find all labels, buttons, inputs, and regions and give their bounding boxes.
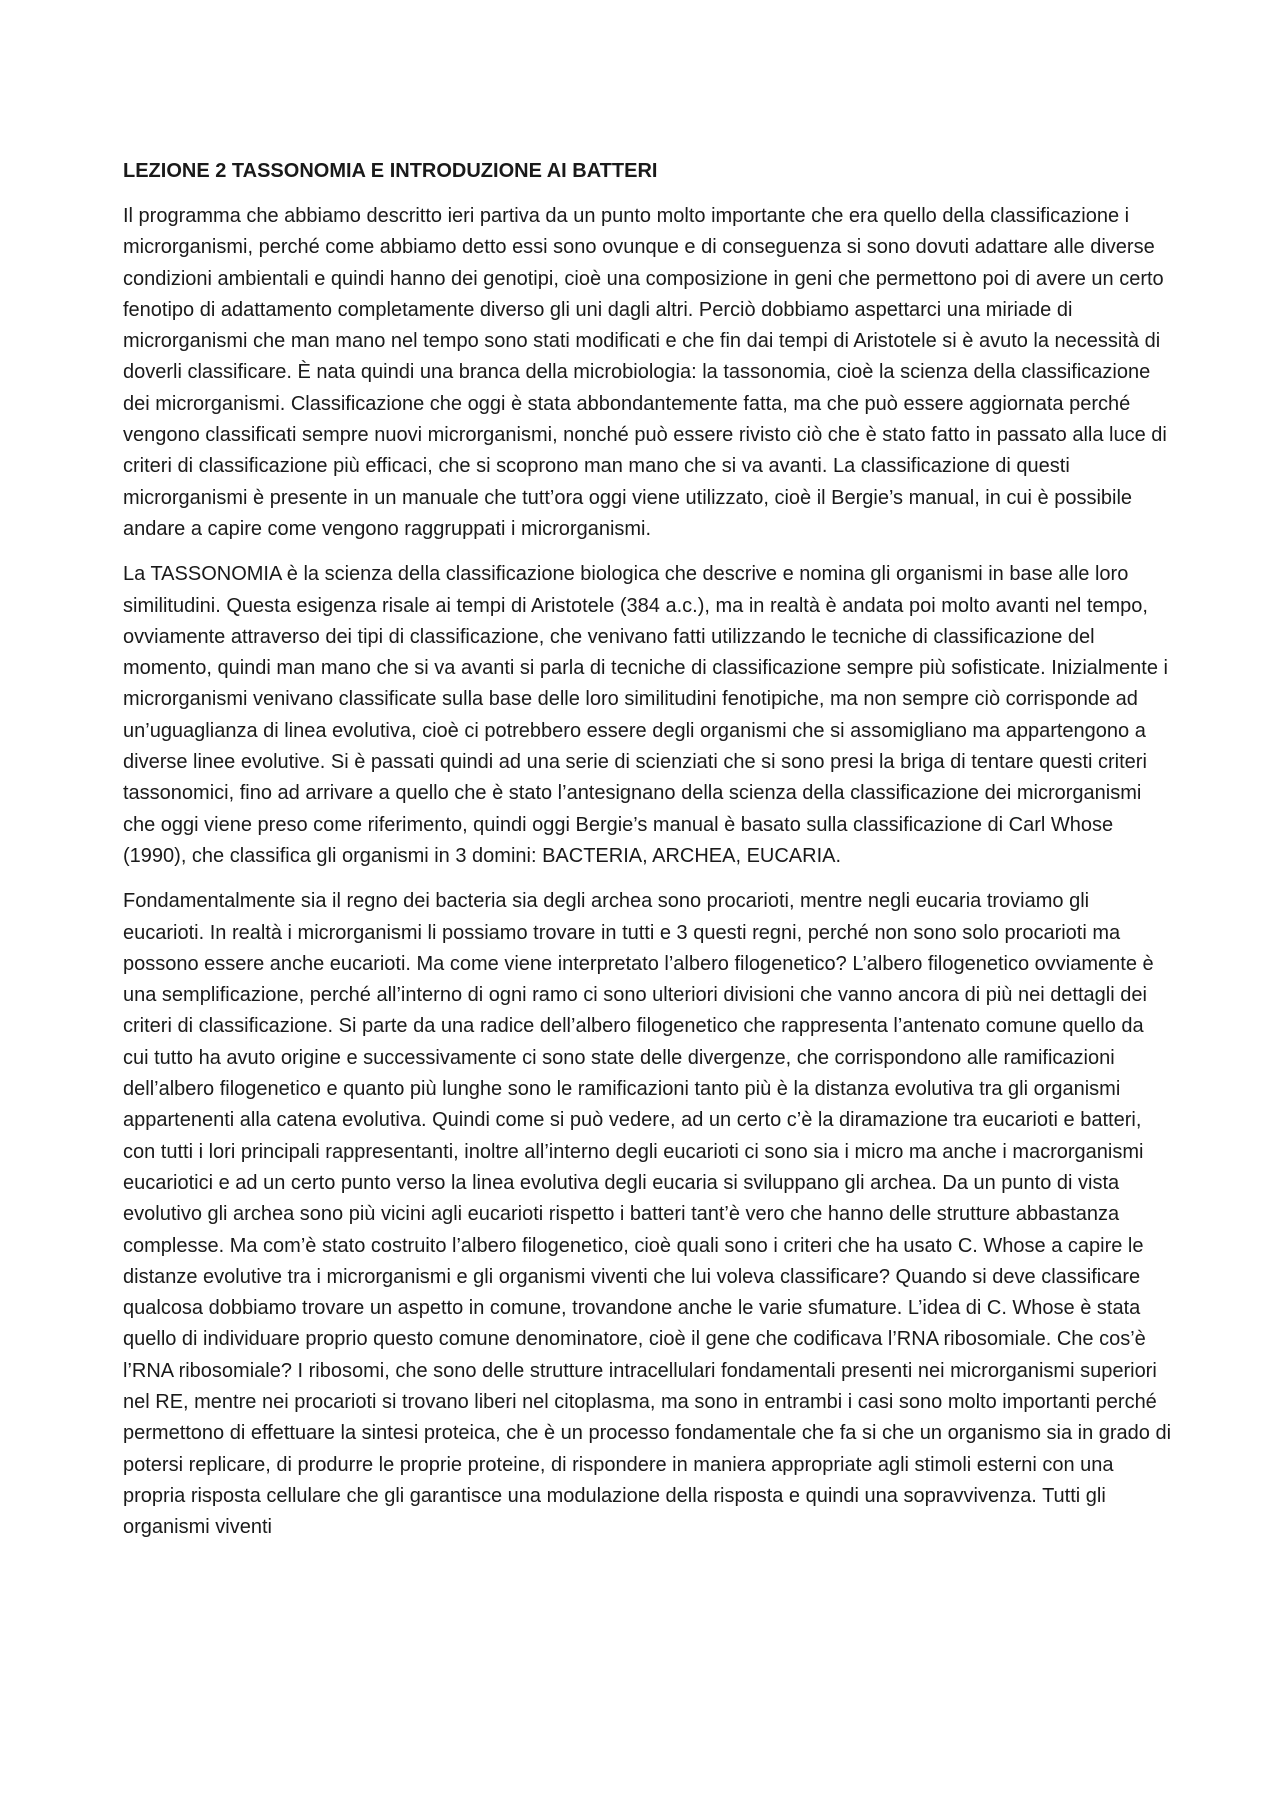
paragraph-phylogenetic-tree: Fondamentalmente sia il regno dei bacteria sia degli archea sono procarioti, mentre negli eucaria troviamo gli eucarioti. In realtà i microrganismi li possiamo trovare in tutti e 3 questi regni, perché non sono solo procarioti ma possono essere anche eucarioti. Ma come viene interpretato l’albero filogenetico? L’albero filogenetico ovviamente è una semplificazione, perché all’interno di ogni ramo ci sono ulteriori divisioni che vanno ancora di più nei dettagli dei criteri di classificazione. Si parte da una radice dell’albero filogenetico che rappresenta l’antenato comune quello da cui tutto ha avuto origine e successivamente ci sono state delle divergenze, che corrispondono alle ramificazioni dell’albero filogenetico e quanto più lunghe sono le ramificazioni tanto più è la distanza evolutiva tra gli organismi appartenenti alla catena evolutiva. Quindi come si può vedere, ad un certo c’è la diramazione tra eucarioti e batteri, con tutti i lori principali rappresentanti, inoltre all’interno degli eucarioti ci sono sia i micro ma anche i macrorganismi eucariotici e ad un certo punto verso la linea evolutiva degli eucaria si sviluppano gli archea. Da un punto di vista evolutivo gli archea sono più vicini agli eucarioti rispetto i batteri tant’è vero che hanno delle strutture abbastanza complesse. Ma com’è stato costruito l’albero filogenetico, cioè quali sono i criteri che ha usato C. Whose a capire le distanze evolutive tra i microrganismi e gli organismi viventi che lui voleva classificare? Quando si deve classificare qualcosa dobbiamo trovare un aspetto in comune, trovandone anche le varie sfumature. L’idea di C. Whose è stata quello di individuare proprio questo comune denominatore, cioè il gene che codificava l’RNA ribosomiale. Che cos’è l’RNA ribosomiale? I ribosomi, che sono delle strutture intracellulari fondamentali presenti nei microrganismi superiori nel RE, mentre nei procarioti si trovano liberi nel citoplasma, ma sono in entrambi i casi sono molto importanti perché permettono di effettuare la sintesi proteica, che è un processo fondamentale che fa si che un organismo sia in grado di potersi replicare, di produrre le proprie proteine, di rispondere in maniera appropriate agli stimoli esterni con una propria risposta cellulare che gli garantisce una modulazione della risposta e quindi una sopravvivenza. Tutti gli organismi viventi <box>123 890 1172 1539</box>
paragraph-classification-intro: Il programma che abbiamo descritto ieri partiva da un punto molto importante che era quello della classificazione i microrganismi, perché come abbiamo detto essi sono ovunque e di conseguenza si sono dovuti adattare alle diverse condizioni ambientali e quindi hanno dei genotipi, cioè una composizione in geni che permettono poi di avere un certo fenotipo di adattamento completamente diverso gli uni dagli altri. Perciò dobbiamo aspettarci una miriade di microrganismi che man mano nel tempo sono stati modificati e che fin dai tempi di Aristotele si è avuto la necessità di doverli classificare. È nata quindi una branca della microbiologia: la tassonomia, cioè la scienza della classificazione dei microrganismi. Classificazione che oggi è stata abbondantemente fatta, ma che può essere aggiornata perché vengono classificati sempre nuovi microrganismi, nonché può essere rivisto ciò che è stato fatto in passato alla luce di criteri di classificazione più efficaci, che si scoprono man mano che si va avanti. La classificazione di questi microrganismi è presente in un manuale che tutt’ora oggi viene utilizzato, cioè il Bergie’s manual, in cui è possibile andare a capire come vengono raggruppati i microrganismi. <box>123 205 1167 540</box>
document-page <box>123 156 1173 1557</box>
paragraph-taxonomy: La TASSONOMIA è la scienza della classificazione biologica che descrive e nomina gli organismi in base alle loro similitudini. Questa esigenza risale ai tempi di Aristotele (384 a.c.), ma in realtà è andata poi molto avanti nel tempo, ovviamente attraverso dei tipi di classificazione, che venivano fatti utilizzando le tecniche di classificazione del momento, quindi man mano che si va avanti si parla di tecniche di classificazione sempre più sofisticate. Inizialmente i microrganismi venivano classificate sulla base delle loro similitudini fenotipiche, ma non sempre ciò corrisponde ad un’uguaglianza di linea evolutiva, cioè ci potrebbero essere degli organismi che si assomigliano ma appartengono a diverse linee evolutive. Si è passati quindi ad una serie di scienziati che si sono presi la briga di tentare questi criteri tassonomici, fino ad arrivare a quello che è stato l’antesignano della scienza della classificazione dei microrganismi che oggi viene preso come riferimento, quindi oggi Bergie’s manual è basato sulla classificazione di Carl Whose (1990), che classifica gli organismi in 3 domini: BACTERIA, ARCHEA, EUCARIA. <box>123 563 1168 867</box>
document-title: LEZIONE 2 TASSONOMIA E INTRODUZIONE AI BATTERI <box>123 160 658 182</box>
